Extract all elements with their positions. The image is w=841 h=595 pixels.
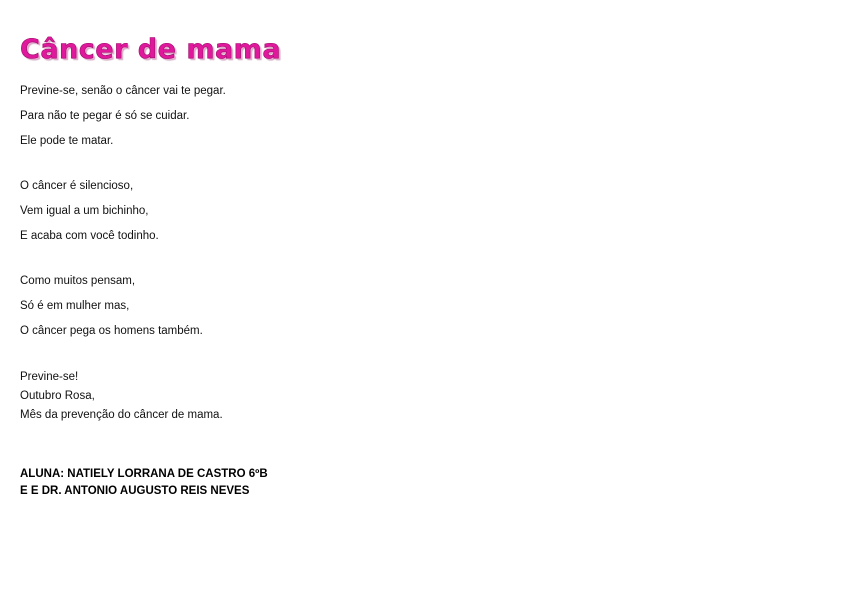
poem-line: Outubro Rosa, — [20, 390, 95, 403]
credits-block — [20, 466, 268, 499]
stanza — [20, 275, 203, 339]
poem-line: O câncer é silencioso, — [20, 180, 134, 192]
stanza — [20, 371, 223, 423]
stanza — [20, 85, 226, 149]
poem-line: Só é em mulher mas, — [20, 300, 130, 313]
credits-student: ALUNA: NATIELY LORRANA DE CASTRO 6ºB — [20, 468, 268, 480]
poem-line: Mês da prevenção do câncer de mama. — [20, 409, 223, 422]
poem-line: O câncer pega os homens também. — [20, 325, 203, 338]
poem-stanza-1 — [20, 85, 226, 167]
stanza — [20, 180, 159, 244]
credits-school: E E DR. ANTONIO AUGUSTO REIS NEVES — [20, 484, 250, 497]
poem-line: Previne-se! — [20, 371, 79, 383]
poem-line: Para não te pegar é só se cuidar. — [20, 110, 190, 123]
page-title: Câncer de mama — [20, 34, 282, 66]
poem-line: E acaba com você todinho. — [20, 230, 159, 243]
poem-line: Ele pode te matar. — [20, 135, 114, 148]
poem-line: Como muitos pensam, — [20, 275, 136, 287]
poem-line: Previne-se, senão o câncer vai te pegar. — [20, 85, 226, 97]
poem-stanza-4 — [20, 371, 223, 441]
poem-line: Vem igual a um bichinho, — [20, 205, 149, 218]
poem-stanza-3 — [20, 275, 203, 357]
poem-stanza-2 — [20, 180, 159, 262]
